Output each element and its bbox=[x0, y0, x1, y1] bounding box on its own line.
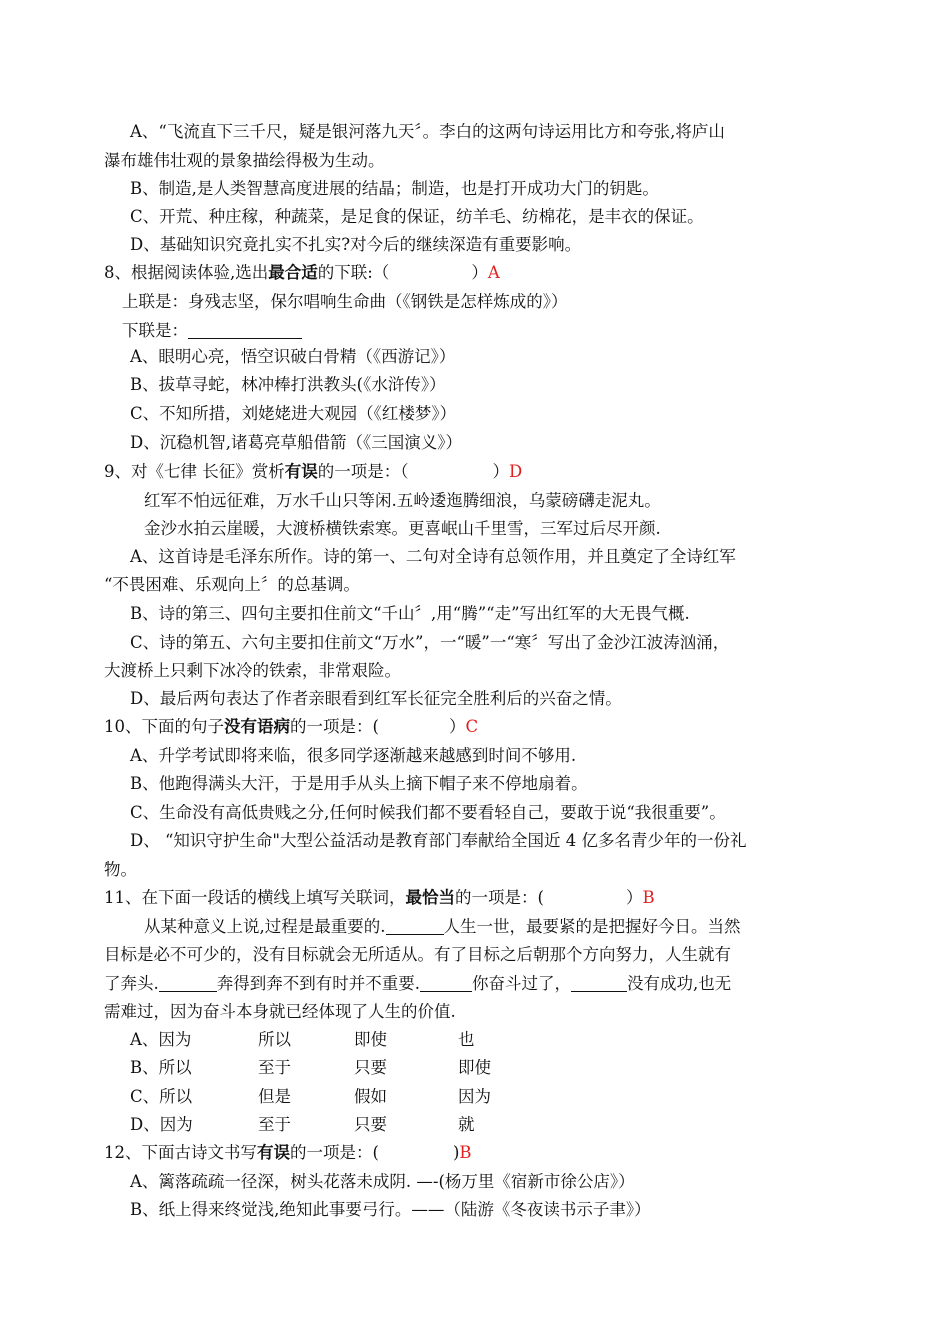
q8-answer: A bbox=[487, 263, 500, 282]
q11-stem-post: 的一项是：( bbox=[455, 888, 544, 907]
q11-option-c-word3: 假如 bbox=[354, 1087, 387, 1106]
q12-close-paren: ) bbox=[452, 1143, 460, 1162]
q11-passage-line4: 需难过，因为奋斗本身就已经体现了人生的价值. bbox=[104, 1002, 456, 1021]
q11-answer: B bbox=[642, 888, 655, 907]
q10-close-paren: ） bbox=[448, 717, 466, 736]
q11-stem bbox=[104, 887, 655, 909]
q7-option-a-line2: 瀑布雄伟壮观的景象描绘得极为生动。 bbox=[104, 151, 385, 170]
q11-passage-1b: 人生一世，最要紧的是把握好今日。当然 bbox=[443, 917, 741, 936]
q9-stem-post: 的一项是：（ bbox=[317, 462, 409, 481]
q10-stem bbox=[104, 716, 478, 738]
q11-blank-3 bbox=[420, 975, 472, 992]
q11-blank-4 bbox=[571, 975, 627, 992]
q8-stem bbox=[104, 262, 500, 284]
q9-option-c-line1: C、诗的第五、六句主要扣住前文“万水”，一“暖”一“寒〞写出了金沙江波涛汹涌， bbox=[130, 633, 730, 652]
q8-option-a: A、眼明心亮，悟空识破白骨精（《西游记》） bbox=[130, 347, 456, 366]
q8-upper-couplet: 上联是：身残志坚，保尔唱响生命曲（《钢铁是怎样炼成的》） bbox=[122, 292, 568, 311]
q11-blank-1 bbox=[386, 918, 444, 935]
q8-option-d: D、沉稳机智,诸葛亮草船借箭（《三国演义》） bbox=[130, 433, 462, 452]
q11-passage-line3 bbox=[104, 973, 731, 995]
q9-stem bbox=[104, 461, 522, 483]
q8-option-b: B、拔草寻蛇，林冲棒打洪教头(《水浒传》） bbox=[130, 375, 446, 394]
q9-option-d: D、最后两句表达了作者亲眼看到红军长征完全胜利后的兴奋之情。 bbox=[130, 689, 622, 708]
q11-option-b-word3: 只要 bbox=[354, 1058, 387, 1077]
q11-stem-bold: 最恰当 bbox=[405, 888, 455, 907]
q9-stem-pre: 9、对《七律 长征》赏析 bbox=[104, 462, 285, 481]
q7-option-b: B、制造,是人类智慧高度进展的结晶；制造，也是打开成功大门的钥匙。 bbox=[130, 179, 659, 198]
q10-option-a: A、升学考试即将来临，很多同学逐渐越来越感到时间不够用. bbox=[130, 746, 577, 765]
q11-option-b-word2: 至于 bbox=[258, 1058, 291, 1077]
q9-option-a-line1: A、这首诗是毛泽东所作。诗的第一、二句对全诗有总领作用，并且奠定了全诗红军 bbox=[130, 547, 736, 566]
q11-option-c-label: C、所以 bbox=[130, 1087, 193, 1106]
q10-option-b: B、他跑得满头大汗，于是用手从头上摘下帽子来不停地扇着。 bbox=[130, 774, 588, 793]
q7-option-d: D、基础知识究竟扎实不扎实?对今后的继续深造有重要影响。 bbox=[130, 235, 582, 254]
q10-option-d-line2: 物。 bbox=[104, 860, 137, 879]
q11-passage-3a: 了奔头. bbox=[104, 974, 159, 993]
q11-close-paren: ） bbox=[625, 888, 643, 907]
q11-option-d-word3: 只要 bbox=[354, 1115, 387, 1134]
q10-stem-post: 的一项是：( bbox=[290, 717, 379, 736]
q12-option-a: A、篱落疏疏一径深，树头花落未成阴. —-(杨万里《宿新市徐公店》） bbox=[130, 1172, 635, 1191]
q11-option-c-word2: 但是 bbox=[258, 1087, 291, 1106]
q11-option-c-word4: 因为 bbox=[458, 1087, 491, 1106]
q11-option-d-label: D、因为 bbox=[130, 1115, 193, 1134]
q11-option-a-word4: 也 bbox=[458, 1030, 475, 1049]
q10-stem-bold: 没有语病 bbox=[224, 717, 290, 736]
q12-stem-bold: 有误 bbox=[257, 1143, 290, 1162]
q9-option-b: B、诗的第三、四句主要扣住前文“千山〞,用“腾”“走”写出红军的大无畏气概. bbox=[130, 604, 690, 623]
q11-stem-pre: 11、在下面一段话的横线上填写关联词， bbox=[104, 888, 406, 907]
q8-close-paren: ） bbox=[471, 263, 488, 282]
q9-close-paren: ） bbox=[492, 462, 509, 481]
q11-passage-line2: 目标是必不可少的，没有目标就会无所适从。有了目标之后朝那个方向努力，人生就有 bbox=[104, 945, 731, 964]
q10-stem-pre: 10、下面的句子 bbox=[104, 717, 224, 736]
q8-lower-blank bbox=[188, 322, 302, 339]
q10-answer: C bbox=[465, 717, 479, 736]
q10-option-c: C、生命没有高低贵贱之分,任何时候我们都不要看轻自己，要敢于说“我很重要”。 bbox=[130, 803, 726, 822]
q9-stem-bold: 有误 bbox=[284, 462, 318, 481]
q11-passage-3d: 没有成功,也无 bbox=[627, 974, 732, 993]
q11-passage-3b: 奔得到奔不到有时并不重要. bbox=[216, 974, 420, 993]
q10-option-d-line1: D、 “知识守护生命"大型公益活动是教育部门奉献给全国近 4 亿多名青少年的一份礼 bbox=[130, 831, 747, 850]
q7-option-c: C、开荒、种庄稼，种蔬菜，是足食的保证，纺羊毛、纺棉花，是丰衣的保证。 bbox=[130, 207, 704, 226]
q8-option-c: C、不知所措，刘姥姥进大观园（《红楼梦》） bbox=[130, 404, 457, 423]
q12-stem bbox=[104, 1142, 472, 1164]
q8-stem-post: 的下联:（ bbox=[317, 263, 390, 282]
q8-lower-label: 下联是： bbox=[122, 321, 188, 340]
q11-option-a-word2: 所以 bbox=[258, 1030, 291, 1049]
q11-option-d-word2: 至于 bbox=[258, 1115, 291, 1134]
q11-passage-1a: 从某种意义上说,过程是最重要的. bbox=[144, 917, 386, 936]
q11-option-a-label: A、因为 bbox=[130, 1030, 192, 1049]
q12-stem-post: 的一项是：( bbox=[290, 1143, 379, 1162]
q11-passage-3c: 你奋斗过了， bbox=[472, 974, 571, 993]
q8-stem-pre: 8、根据阅读体验,选出 bbox=[104, 263, 269, 282]
q9-poem-line2: 金沙水拍云崖暖，大渡桥横铁索寒。更喜岷山千里雪，三军过后尽开颜. bbox=[144, 519, 661, 538]
q9-option-c-line2: 大渡桥上只剩下冰冷的铁索，非常艰险。 bbox=[104, 661, 401, 680]
q11-option-b-label: B、所以 bbox=[130, 1058, 192, 1077]
q12-option-b: B、纸上得来终觉浅,绝知此事要弓行。——（陆游《冬夜读书示子聿》） bbox=[130, 1200, 651, 1219]
q9-option-a-line2: “不畏困难、乐观向上〞的总基调。 bbox=[104, 575, 360, 594]
q7-option-a-line1: A、“飞流直下三千尺，疑是银河落九天〞。李白的这两句诗运用比方和夸张,将庐山 bbox=[130, 122, 725, 141]
q8-lower-couplet bbox=[122, 320, 302, 342]
q12-answer: B bbox=[459, 1143, 472, 1162]
q11-option-a-word3: 即使 bbox=[354, 1030, 387, 1049]
q11-option-b-word4: 即使 bbox=[458, 1058, 491, 1077]
q8-stem-bold: 最合适 bbox=[268, 263, 318, 282]
q12-stem-pre: 12、下面古诗文书写 bbox=[104, 1143, 257, 1162]
q9-poem-line1: 红军不怕远征难，万水千山只等闲.五岭逶迤腾细浪，乌蒙磅礴走泥丸。 bbox=[144, 491, 661, 510]
q11-blank-2 bbox=[159, 975, 217, 992]
q9-answer: D bbox=[509, 462, 523, 481]
q11-option-d-word4: 就 bbox=[458, 1115, 475, 1134]
q11-passage-line1 bbox=[144, 916, 741, 938]
